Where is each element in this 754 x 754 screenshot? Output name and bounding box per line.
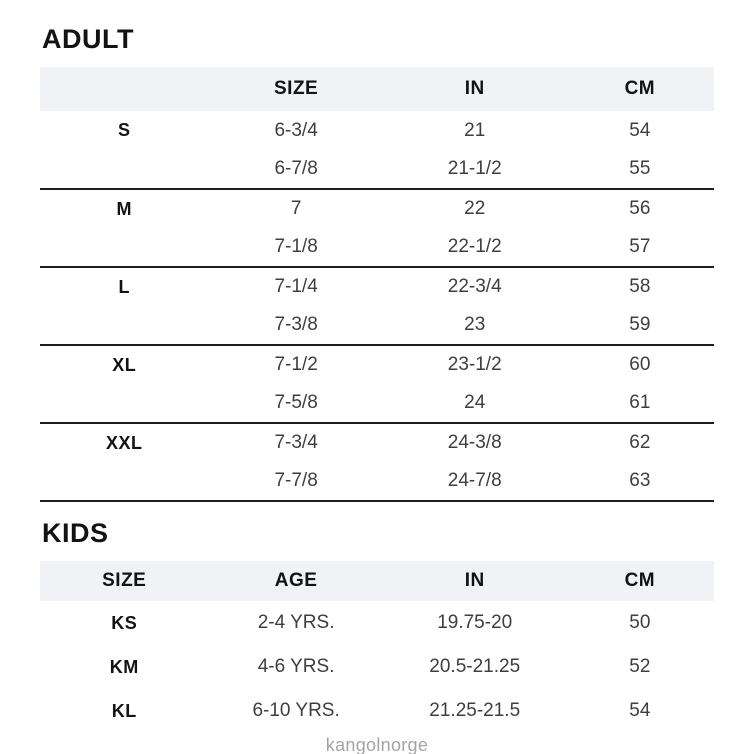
cm-value: 58: [629, 276, 651, 297]
size-value: 6-7/8: [209, 150, 384, 189]
cm-value: 60: [629, 354, 651, 375]
cm-value: 62: [629, 432, 651, 453]
adult-section-title: ADULT: [42, 24, 134, 54]
size-label: KL: [111, 700, 137, 721]
kids-header-in: IN: [384, 561, 566, 601]
in-value: 19.75-20: [437, 612, 513, 633]
in-value: 23-1/2: [447, 354, 502, 375]
size-value: 7-5/8: [209, 384, 384, 423]
table-row: [40, 345, 714, 384]
in-value: 20.5-21.25: [429, 656, 521, 677]
in-value: 21.25-21.5: [429, 700, 521, 721]
size-label: [40, 384, 209, 423]
kids-header-age: AGE: [209, 561, 384, 601]
size-label: [40, 306, 209, 345]
age-value: 6-10 YRS.: [252, 700, 340, 721]
table-row: [40, 306, 714, 345]
size-label: L: [118, 276, 130, 297]
size-label: [40, 462, 209, 501]
cm-value: 50: [629, 612, 651, 633]
table-row: [40, 462, 714, 501]
in-value: 24-7/8: [384, 462, 566, 501]
table-row: [40, 267, 714, 306]
size-label: XXL: [105, 432, 143, 453]
adult-header-in: IN: [384, 67, 566, 111]
age-value: 4-6 YRS.: [257, 656, 335, 677]
adult-header-row: [40, 67, 714, 111]
in-value: 23: [384, 306, 566, 345]
age-value: 2-4 YRS.: [257, 612, 335, 633]
size-label: XL: [112, 354, 137, 375]
size-value: 7: [290, 198, 302, 219]
size-label: KS: [111, 612, 138, 633]
table-row: [40, 228, 714, 267]
kids-header-size: SIZE: [40, 561, 209, 601]
size-label: KM: [109, 656, 139, 677]
in-value: 22-3/4: [447, 276, 502, 297]
in-value: 22-1/2: [384, 228, 566, 267]
cm-value: 59: [566, 306, 714, 345]
adult-header-size: SIZE: [209, 67, 384, 111]
table-row: [40, 423, 714, 462]
cm-value: 55: [566, 150, 714, 189]
size-value: 7-3/4: [274, 432, 318, 453]
in-value: 21: [464, 119, 486, 141]
table-row: [40, 384, 714, 423]
table-row: [40, 189, 714, 228]
table-row: [40, 111, 714, 150]
size-value: 7-1/8: [209, 228, 384, 267]
adult-size-table: [40, 67, 714, 502]
in-value: 22: [464, 198, 486, 219]
size-value: 7-3/8: [209, 306, 384, 345]
brand-watermark: kangolnorge: [325, 735, 429, 754]
cm-value: 54: [629, 119, 651, 141]
kids-header-cm: CM: [566, 561, 714, 601]
adult-header-cm: CM: [566, 67, 714, 111]
table-row: [40, 150, 714, 189]
in-value: 21-1/2: [384, 150, 566, 189]
in-value: 24-3/8: [447, 432, 502, 453]
size-label: S: [117, 120, 131, 140]
table-row: [40, 645, 714, 689]
cm-value: 57: [566, 228, 714, 267]
cm-value: 56: [629, 198, 651, 219]
adult-header-blank: [40, 67, 209, 111]
kids-section-title: KIDS: [42, 518, 109, 548]
cm-value: 63: [566, 462, 714, 501]
kids-size-table: [40, 561, 714, 733]
kids-header-row: [40, 561, 714, 601]
table-row: [40, 689, 714, 733]
size-value: 7-7/8: [209, 462, 384, 501]
size-value: 6-3/4: [274, 119, 318, 141]
cm-value: 52: [629, 656, 651, 677]
size-label: M: [116, 198, 132, 219]
cm-value: 61: [566, 384, 714, 423]
in-value: 24: [384, 384, 566, 423]
size-label: [40, 150, 209, 189]
size-value: 7-1/4: [274, 276, 318, 297]
cm-value: 54: [629, 700, 651, 721]
table-row: [40, 601, 714, 645]
size-value: 7-1/2: [274, 354, 318, 375]
size-label: [40, 228, 209, 267]
